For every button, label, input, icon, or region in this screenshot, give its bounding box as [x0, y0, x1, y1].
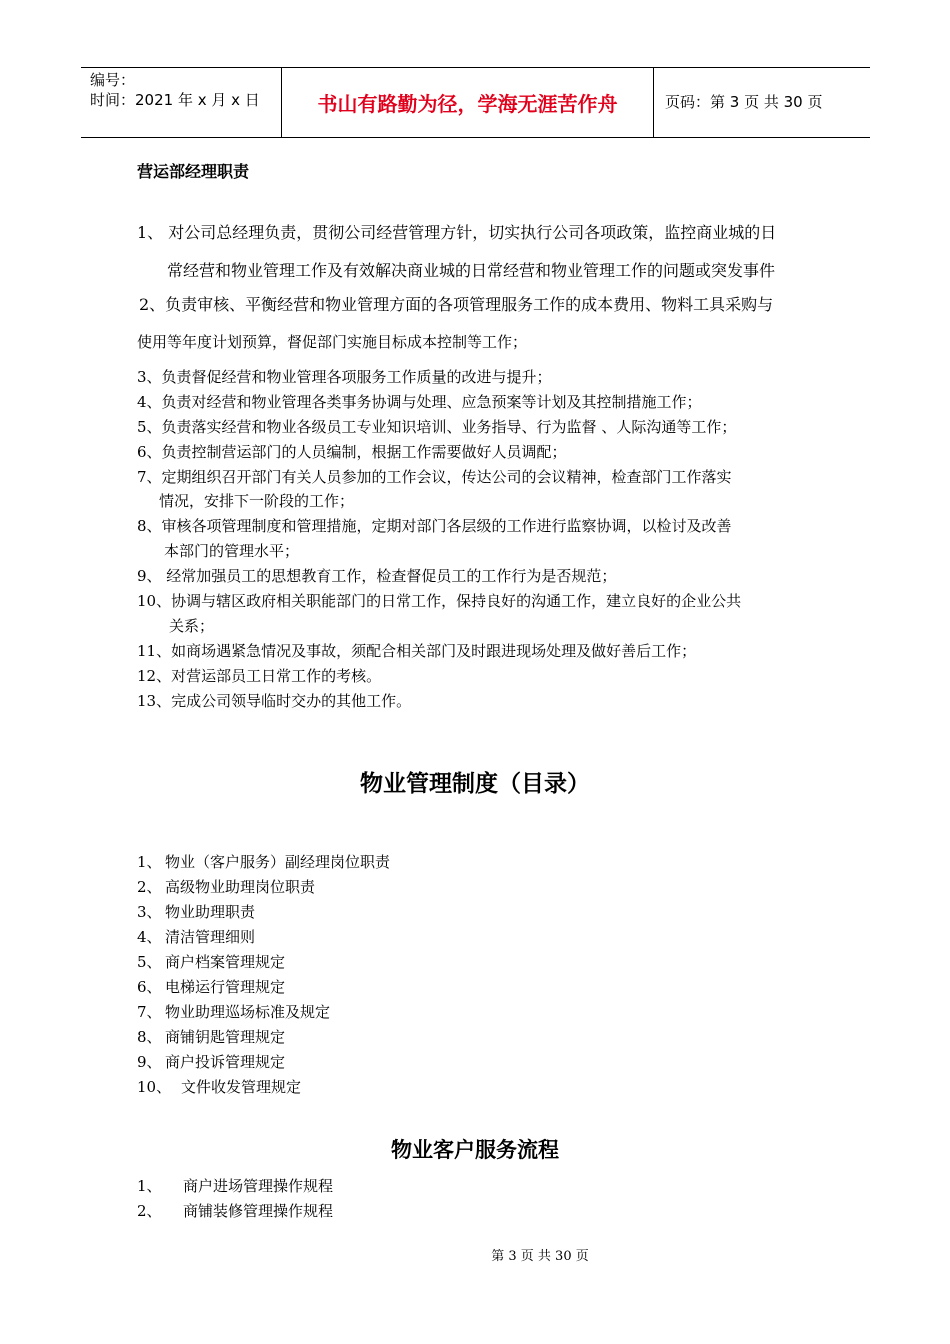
toc-item-text: 物业（客户服务）副经理岗位职责 — [165, 853, 391, 871]
duty-line: 4、负责对经营和物业管理各类事务协调与处理、应急预案等计划及其控制措施工作； — [137, 393, 702, 411]
toc-item — [137, 928, 255, 946]
duty-line: 12、对营运部员工日常工作的考核。 — [137, 667, 382, 685]
motto-text: 书山有路勤为径，学海无涯苦作舟 — [317, 92, 618, 116]
toc-item — [137, 1003, 330, 1021]
toc-item-text: 清洁管理细则 — [165, 928, 256, 946]
section-title: 营运部经理职责 — [137, 162, 250, 181]
document-date-label: 时间：2021 年 x 月 x 日 — [90, 91, 260, 109]
toc-item-number: 1、 — [137, 853, 162, 871]
toc-item-text: 商户档案管理规定 — [165, 953, 286, 971]
process-item — [137, 1177, 333, 1195]
duty-line: 1、 对公司总经理负责，贯彻公司经营管理方针，切实执行公司各项政策，监控商业城的日 — [137, 223, 777, 242]
toc-item-number: 5、 — [137, 953, 162, 971]
duty-line: 关系； — [169, 617, 215, 635]
toc-item-number: 4、 — [137, 928, 162, 946]
toc-item-number: 7、 — [137, 1003, 162, 1021]
process-item-number: 2、 — [137, 1202, 162, 1220]
toc-item — [137, 903, 255, 921]
duty-line: 10、协调与辖区政府相关职能部门的日常工作，保持良好的沟通工作，建立良好的企业公共 — [137, 592, 742, 610]
toc-item-number: 2、 — [137, 878, 162, 896]
toc-item — [137, 1053, 285, 1071]
toc-item-text: 物业助理巡场标准及规定 — [165, 1003, 331, 1021]
toc-item-number: 8、 — [137, 1028, 162, 1046]
process-heading: 物业客户服务流程 — [391, 1138, 559, 1162]
toc-item — [137, 853, 390, 871]
header-meta-cell — [81, 68, 281, 137]
duty-line: 11、如商场遇紧急情况及事故，须配合相关部门及时跟进现场处理及做好善后工作； — [137, 642, 697, 660]
toc-item-text: 商户投诉管理规定 — [165, 1053, 286, 1071]
header-table — [81, 67, 870, 138]
duty-line: 13、完成公司领导临时交办的其他工作。 — [137, 692, 412, 710]
duty-line: 7、定期组织召开部门有关人员参加的工作会议，传达公司的会议精神，检查部门工作落实 — [137, 468, 732, 486]
duty-line: 2、负责审核、平衡经营和物业管理方面的各项管理服务工作的成本费用、物料工具采购与 — [139, 295, 774, 314]
duty-line: 8、审核各项管理制度和管理措施，定期对部门各层级的工作进行监察协调，以检讨及改善 — [137, 517, 732, 535]
duty-line: 9、 经常加强员工的思想教育工作，检查督促员工的工作行为是否规范； — [137, 567, 617, 585]
toc-item-number: 6、 — [137, 978, 162, 996]
process-item-number: 1、 — [137, 1177, 162, 1195]
toc-item-text: 文件收发管理规定 — [181, 1078, 302, 1096]
process-item — [137, 1202, 333, 1220]
toc-item — [137, 878, 315, 896]
process-item-text: 商铺装修管理操作规程 — [183, 1202, 334, 1220]
toc-item — [137, 978, 285, 996]
process-item-text: 商户进场管理操作规程 — [183, 1177, 334, 1195]
duty-line: 6、负责控制营运部门的人员编制，根据工作需要做好人员调配； — [137, 443, 567, 461]
duty-line: 常经营和物业管理工作及有效解决商业城的日常经营和物业管理工作的问题或突发事件 — [167, 261, 776, 280]
duty-line: 情况，安排下一阶段的工作； — [159, 492, 355, 510]
toc-item-text: 高级物业助理岗位职责 — [165, 878, 316, 896]
header-page-info: 页码：第 3 页 共 30 页 — [665, 93, 823, 111]
toc-item-text: 商铺钥匙管理规定 — [165, 1028, 286, 1046]
toc-item-number: 10、 — [137, 1078, 172, 1096]
header-motto-cell — [281, 68, 654, 137]
document-number-label: 编号： — [90, 71, 136, 89]
toc-item — [137, 1078, 301, 1096]
toc-item — [137, 1028, 285, 1046]
toc-item-number: 9、 — [137, 1053, 162, 1071]
duty-line: 3、负责督促经营和物业管理各项服务工作质量的改进与提升； — [137, 368, 552, 386]
duty-line: 本部门的管理水平； — [164, 542, 300, 560]
toc-item-text: 物业助理职责 — [165, 903, 256, 921]
toc-item-text: 电梯运行管理规定 — [165, 978, 286, 996]
page-footer: 第 3 页 共 30 页 — [491, 1249, 589, 1264]
header-page-cell — [654, 68, 870, 137]
duty-line: 使用等年度计划预算，督促部门实施目标成本控制等工作； — [137, 333, 528, 351]
duty-line: 5、负责落实经营和物业各级员工专业知识培训、业务指导、行为监督 、人际沟通等工作； — [137, 418, 737, 436]
toc-heading: 物业管理制度（目录） — [360, 771, 590, 797]
toc-item — [137, 953, 285, 971]
toc-item-number: 3、 — [137, 903, 162, 921]
